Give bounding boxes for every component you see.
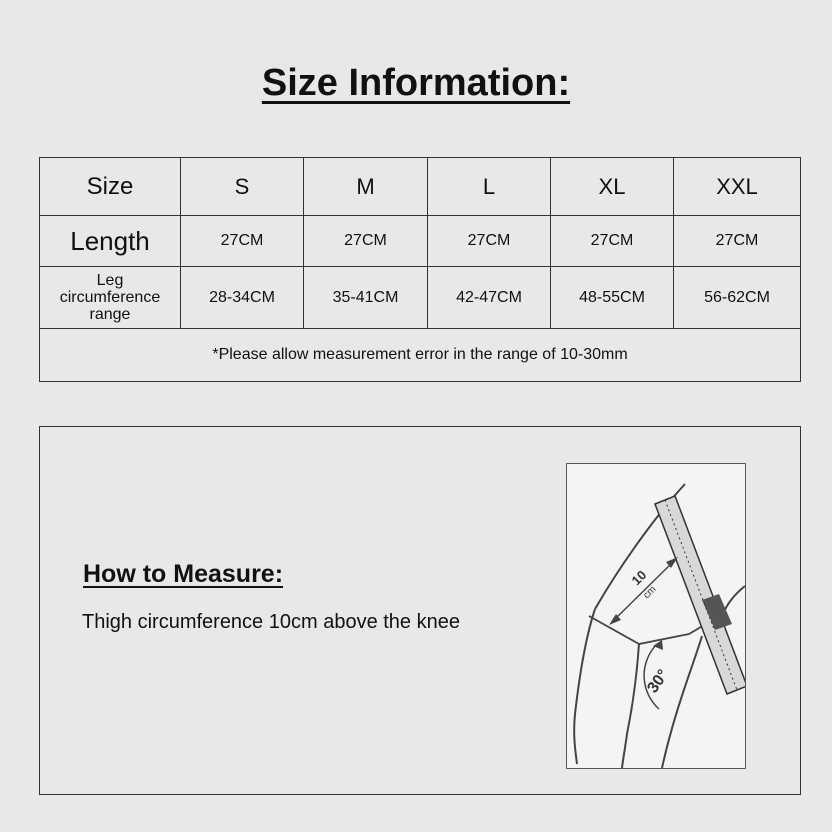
knee-front-outline [574, 609, 595, 764]
angle-label: 30° [644, 666, 673, 697]
table-cell: 27CM [304, 216, 428, 267]
header-cell: XXL [674, 158, 801, 216]
table-note-row [40, 329, 801, 382]
table-cell: 27CM [181, 216, 304, 267]
header-cell: XL [551, 158, 674, 216]
table-row [40, 216, 801, 267]
shin-outline [622, 644, 639, 768]
size-table [39, 157, 801, 382]
header-cell: L [428, 158, 551, 216]
measure-section [39, 426, 801, 795]
table-cell: 27CM [428, 216, 551, 267]
table-cell: 27CM [551, 216, 674, 267]
knee-illustration [567, 464, 745, 768]
distance-label: 10 [628, 567, 650, 589]
header-cell: S [181, 158, 304, 216]
table-cell: 27CM [674, 216, 801, 267]
row-label-line: circumference [59, 289, 161, 306]
thigh-back-outline [723, 586, 745, 614]
table-cell: 35-41CM [304, 267, 428, 329]
measurement-note: *Please allow measurement error in the range of 10-30mm [40, 329, 801, 382]
how-to-measure-description: Thigh circumference 10cm above the knee [82, 611, 460, 633]
header-cell: Size [40, 158, 181, 216]
table-cell: 56-62CM [674, 267, 801, 329]
page-title: Size Information: [261, 62, 571, 104]
row-label: Length [40, 216, 181, 267]
table-cell: 42-47CM [428, 267, 551, 329]
measuring-tape [655, 496, 745, 694]
table-row [40, 267, 801, 329]
table-cell: 28-34CM [181, 267, 304, 329]
header-cell: M [304, 158, 428, 216]
table-header-row [40, 158, 801, 216]
knee-measure-diagram [566, 463, 746, 769]
row-label-line: range [89, 306, 131, 323]
how-to-measure-title: How to Measure: [83, 560, 284, 588]
row-label [40, 267, 181, 329]
table-cell: 48-55CM [551, 267, 674, 329]
row-label-line: Leg [96, 272, 124, 289]
calf-outline [662, 636, 702, 768]
distance-unit: cm [641, 583, 659, 602]
